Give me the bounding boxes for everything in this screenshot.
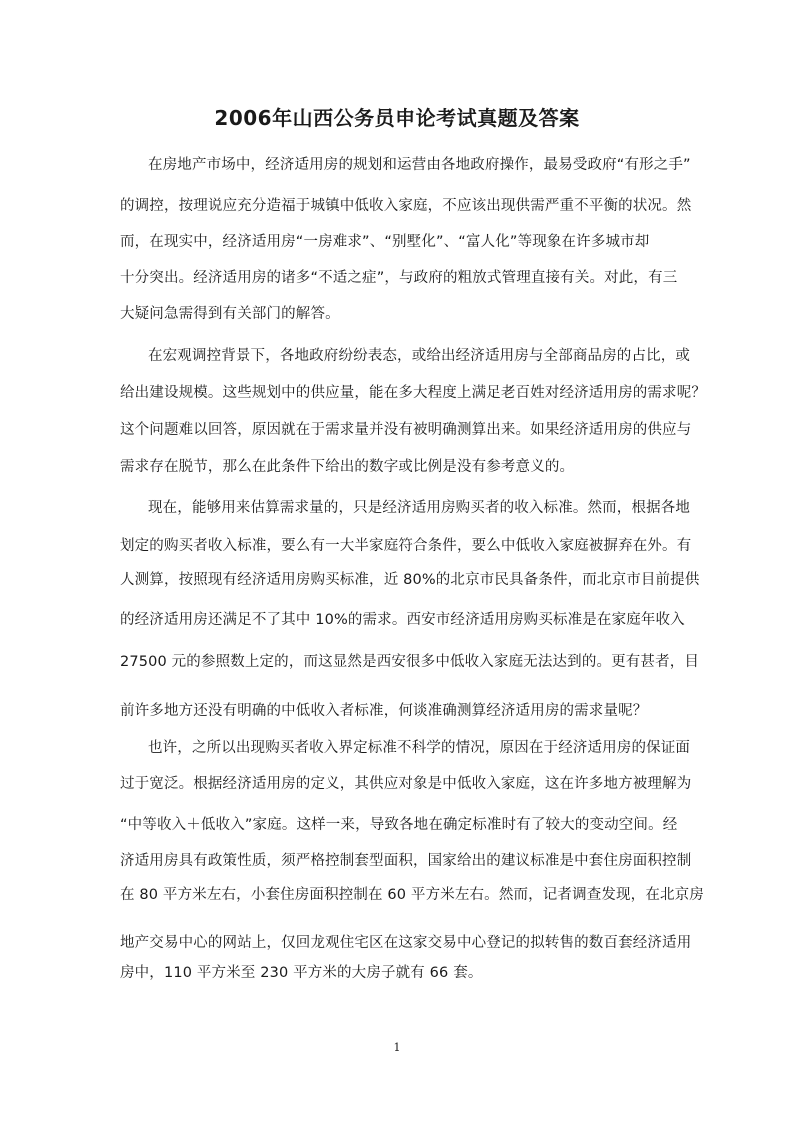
paragraph-1-line-1: 在房地产市场中，经济适用房的规划和运营由各地政府操作，最易受政府“有形之手”: [148, 157, 691, 173]
paragraph-3-line-3: 人测算，按照现有经济适用房购买标准，近 80%的北京市民具备条件，而北京市目前提供: [120, 572, 700, 588]
document-title: 2006年山西公务员申论考试真题及答案: [214, 106, 580, 130]
paragraph-2-line-3: 这个问题难以回答，原因就在于需求量并没有被明确测算出来。如果经济适用房的供应与: [120, 422, 692, 438]
paragraph-1-line-4: 十分突出。经济适用房的诸多“不适之症”，与政府的粗放式管理直接有关。对此，有三: [120, 270, 678, 286]
paragraph-3-line-1: 现在，能够用来估算需求量的，只是经济适用房购买者的收入标准。然而，根据各地: [148, 500, 691, 516]
paragraph-1-line-2: 的调控，按理说应充分造福于城镇中低收入家庭，不应该出现供需严重不平衡的状况。然: [120, 198, 692, 214]
paragraph-3-line-4: 的经济适用房还满足不了其中 10%的需求。西安市经济适用房购买标准是在家庭年收入: [120, 612, 685, 628]
page-number: 1: [393, 1041, 401, 1054]
paragraph-4-line-5: 在 80 平方米左右，小套住房面积控制在 60 平方米左右。然而，记者调查发现，在北京房: [120, 887, 704, 903]
paragraph-4-line-4: 济适用房具有政策性质，须严格控制套型面积，国家给出的建议标准是中套住房面积控制: [120, 853, 692, 869]
paragraph-4-line-6: 地产交易中心的网站上，仅回龙观住宅区在这家交易中心登记的拟转售的数百套经济适用: [120, 935, 692, 951]
paragraph-4-line-1: 也许，之所以出现购买者收入界定标准不科学的情况，原因在于经济适用房的保证面: [148, 740, 691, 756]
paragraph-3-line-2: 划定的购买者收入标准，要么有一大半家庭符合条件，要么中低收入家庭被摒弃在外。有: [120, 538, 692, 554]
paragraph-4-line-3: “中等收入＋低收入”家庭。这样一来，导致各地在确定标准时有了较大的变动空间。经: [120, 817, 678, 833]
paragraph-2-line-2: 给出建设规模。这些规划中的供应量，能在多大程度上满足老百姓对经济适用房的需求呢？: [120, 385, 706, 401]
paragraph-1-line-3: 而，在现实中，经济适用房“一房难求”、“别墅化”、“富人化”等现象在许多城市却: [120, 234, 650, 250]
paragraph-2-line-4: 需求存在脱节，那么在此条件下给出的数字或比例是没有参考意义的。: [120, 459, 575, 475]
paragraph-4-line-2: 过于宽泛。根据经济适用房的定义，其供应对象是中低收入家庭，这在许多地方被理解为: [120, 776, 692, 792]
paragraph-3-line-6: 前许多地方还没有明确的中低收入者标准，何谈准确测算经济适用房的需求量呢？: [120, 703, 648, 719]
paragraph-4-line-7: 房中，110 平方米至 230 平方米的大房子就有 66 套。: [120, 965, 483, 981]
paragraph-2-line-1: 在宏观调控背景下，各地政府纷纷表态，或给出经济适用房与全部商品房的占比，或: [148, 348, 691, 364]
paragraph-3-line-5: 27500 元的参照数上定的，而这显然是西安很多中低收入家庭无法达到的。更有甚者，目: [120, 654, 700, 670]
paragraph-1-line-5: 大疑问急需得到有关部门的解答。: [120, 306, 340, 322]
